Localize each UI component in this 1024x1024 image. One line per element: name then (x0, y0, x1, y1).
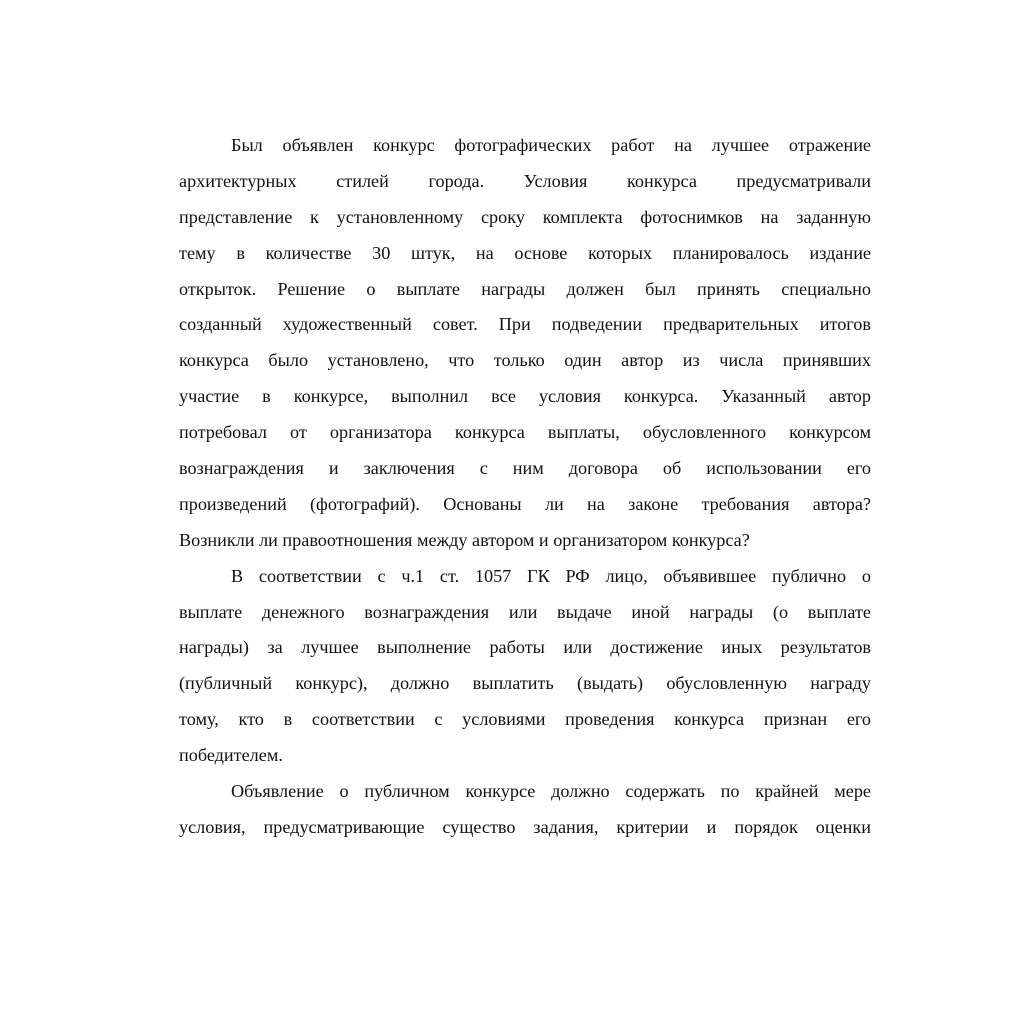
text-line: Объявление о публичном конкурсе должно содержать по крайней мере (231, 781, 871, 802)
paragraph-announcement-requirements (179, 774, 871, 846)
text-line: условия, предусматривающие существо задания, критерии и порядок оценки (179, 816, 871, 837)
text-line: награды) за лучшее выполнение работы или достижение иных результатов (179, 637, 871, 658)
document-body (179, 128, 871, 846)
text-line: созданный художественный совет. При подведении предварительных итогов (179, 314, 871, 335)
text-line: Был объявлен конкурс фотографических работ на лучшее отражение (231, 135, 871, 155)
text-line: выплате денежного вознаграждения или выдаче иной награды (о выплате (179, 601, 871, 622)
text-line: произведений (фотографий). Основаны ли на законе требования автора? (179, 493, 871, 514)
text-line: В соответствии с ч.1 ст. 1057 ГК РФ лицо, объявившее публично о (231, 565, 871, 586)
text-line: представление к установленному сроку комплекта фотоснимков на заданную (179, 206, 871, 227)
text-line: Возникли ли правоотношения между автором и организатором конкурса? (179, 529, 750, 550)
text-line: участие в конкурсе, выполнил все условия конкурса. Указанный автор (179, 386, 871, 407)
text-line: тому, кто в соответствии с условиями проведения конкурса признан его (179, 709, 871, 730)
text-line: тему в количестве 30 штук, на основе которых планировалось издание (179, 242, 871, 263)
text-line: потребовал от организатора конкурса выплаты, обусловленного конкурсом (179, 422, 871, 443)
paragraph-contest-description (179, 128, 871, 559)
text-line: вознаграждения и заключения с ним договора об использовании его (179, 458, 871, 479)
text-line: конкурса было установлено, что только один автор из числа принявших (179, 350, 871, 371)
paragraph-legal-basis (179, 559, 871, 774)
text-line: открыток. Решение о выплате награды должен был принять специально (179, 278, 871, 299)
text-line: (публичный конкурс), должно выплатить (выдать) обусловленную награду (179, 673, 871, 694)
text-line: архитектурных стилей города. Условия конкурса предусматривали (179, 170, 871, 191)
text-line: победителем. (179, 745, 283, 766)
